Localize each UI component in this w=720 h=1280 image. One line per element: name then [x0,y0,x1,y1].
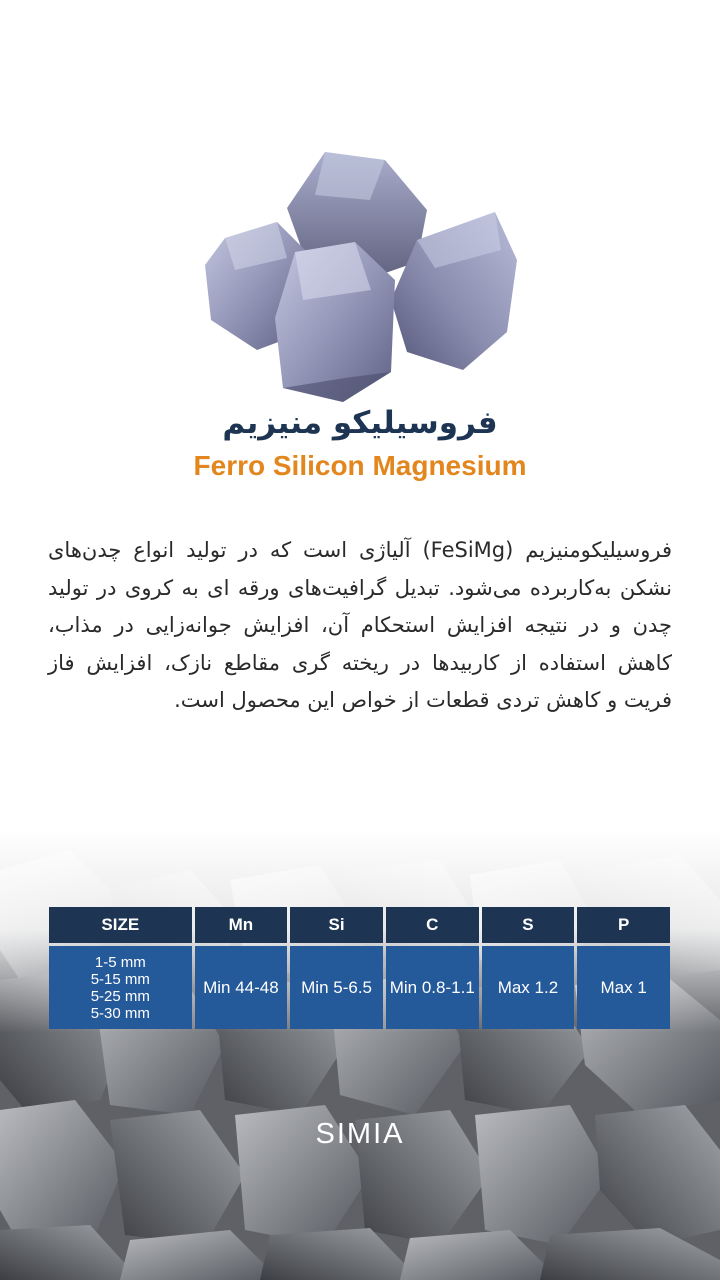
brand-logo: SIMIA [315,1118,405,1150]
spec-table [46,904,673,1032]
product-image [195,140,525,410]
table-row [49,946,670,1029]
size-value: 5-15 mm [90,970,150,988]
size-value: 1-5 mm [94,953,146,971]
rubble-background [0,830,720,1280]
header-c: C [386,907,479,943]
header-size: SIZE [49,907,192,943]
size-value: 5-30 mm [90,1004,150,1022]
mn-value: Min 44-48 [195,946,288,1029]
s-value: Max 1.2 [482,946,575,1029]
product-description: فروسیلیکومنیزیم (FeSiMg) آلیاژی است که در تولید انواع چدن‌های نشکن به‌کاربرده می‌شود. تبدیل گرافیت‌های ورقه ای به کروی در تولید چدن و در نتیجه افزایش استحکام آن، افزایش جوانه‌زایی در مذاب، کاهش استفاده از کاربیدها در ریخته گری مقاطع نازک، افزایش فاز فریت و کاهش تردی قطعات از خواص این محصول است. [48,538,672,712]
header-p: P [577,907,670,943]
product-title-en: Ferro Silicon Magnesium [193,450,527,481]
size-value: 5-25 mm [90,987,150,1005]
product-title-fa: فروسیلیکو منیزیم [222,405,498,441]
si-value: Min 5-6.5 [290,946,383,1029]
header-mn: Mn [195,907,288,943]
spec-table-header-row [49,907,670,943]
p-value: Max 1 [577,946,670,1029]
c-value: Min 0.8-1.1 [386,946,479,1029]
header-s: S [482,907,575,943]
size-cell [49,946,192,1029]
header-si: Si [290,907,383,943]
